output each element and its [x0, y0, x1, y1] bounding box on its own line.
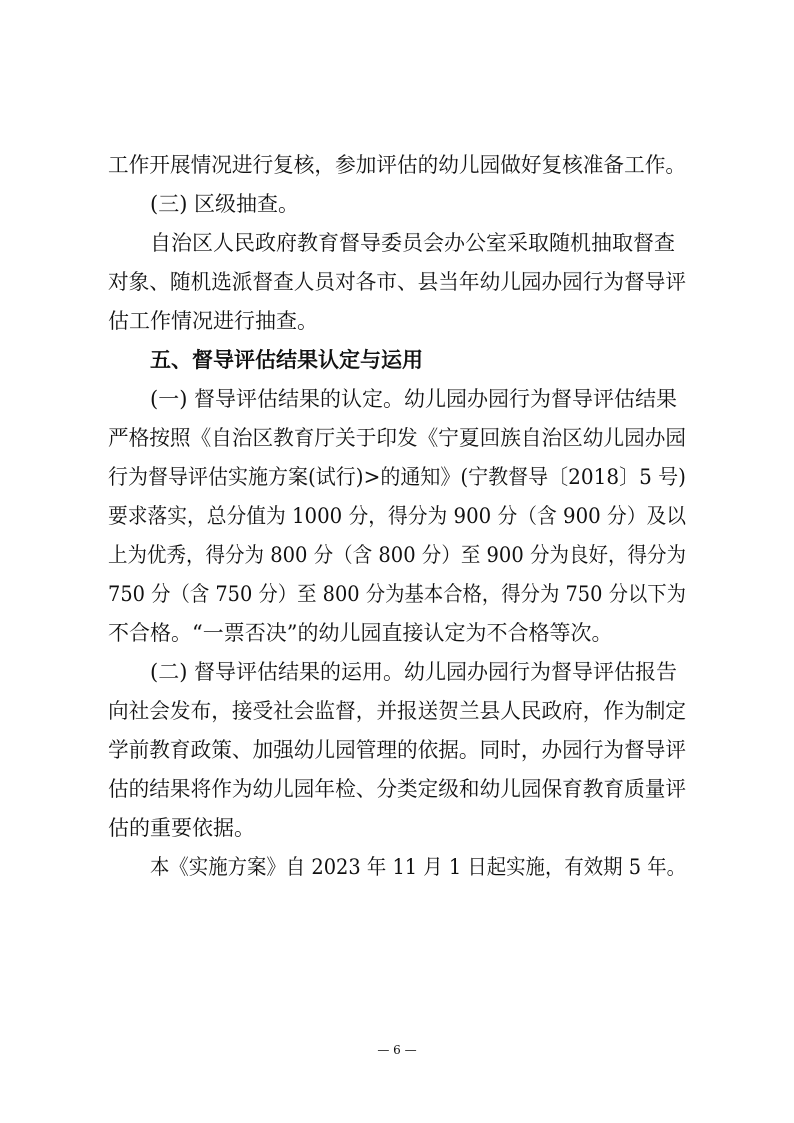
text-line	[0, 459, 794, 495]
text-line	[0, 849, 794, 885]
text-line	[0, 420, 794, 456]
line-text: 750 分（含 750 分）至 800 分为基本合格，得分为 750 分以下为	[108, 582, 687, 606]
line-text: 不合格。“一票否决”的幼儿园直接认定为不合格等次。	[108, 621, 613, 645]
line-text: 要求落实，总分值为 1000 分，得分为 900 分（含 900 分）及以	[108, 504, 686, 528]
line-text: (二) 督导评估结果的运用。幼儿园办园行为督导评估报告	[150, 660, 678, 684]
text-line	[0, 342, 794, 378]
section-heading-5: 五、督导评估结果认定与运用	[150, 348, 423, 372]
line-text: 自治区人民政府教育督导委员会办公室采取随机抽取督查	[150, 231, 675, 255]
text-line	[0, 693, 794, 729]
text-line	[0, 810, 794, 846]
text-line	[0, 771, 794, 807]
text-line	[0, 615, 794, 651]
text-line	[0, 225, 794, 261]
line-text: 严格按照《自治区教育厅关于印发《宁夏回族自治区幼儿园办园	[108, 426, 687, 450]
line-text: 工作开展情况进行复核，参加评估的幼儿园做好复核准备工作。	[108, 153, 687, 177]
text-line	[0, 498, 794, 534]
text-line	[0, 537, 794, 573]
section-heading-3: (三) 区级抽查。	[150, 192, 300, 216]
text-line	[0, 264, 794, 300]
page-number: — 6 —	[377, 1043, 417, 1057]
line-text: (一) 督导评估结果的认定。幼儿园办园行为督导评估结果	[150, 387, 678, 411]
line-text: 行为督导评估实施方案(试行)>的通知》(宁教督导〔2018〕5 号)	[108, 465, 686, 489]
text-line	[0, 576, 794, 612]
line-text: 对象、随机选派督查人员对各市、县当年幼儿园办园行为督导评	[108, 270, 687, 294]
line-text: 向社会发布，接受社会监督，并报送贺兰县人民政府，作为制定	[108, 699, 687, 723]
text-line	[0, 186, 794, 222]
text-line	[0, 732, 794, 768]
text-line	[0, 654, 794, 690]
text-line	[0, 147, 794, 183]
line-text: 估的结果将作为幼儿园年检、分类定级和幼儿园保育教育质量评	[108, 777, 687, 801]
line-text: 上为优秀，得分为 800 分（含 800 分）至 900 分为良好，得分为	[108, 543, 687, 567]
line-text: 估的重要依据。	[108, 816, 255, 840]
text-line	[0, 303, 794, 339]
line-text: 估工作情况进行抽查。	[108, 309, 318, 333]
line-text: 学前教育政策、加强幼儿园管理的依据。同时，办园行为督导评	[108, 738, 687, 762]
line-text: 本《实施方案》自 2023 年 11 月 1 日起实施，有效期 5 年。	[150, 855, 687, 879]
text-line	[0, 381, 794, 417]
